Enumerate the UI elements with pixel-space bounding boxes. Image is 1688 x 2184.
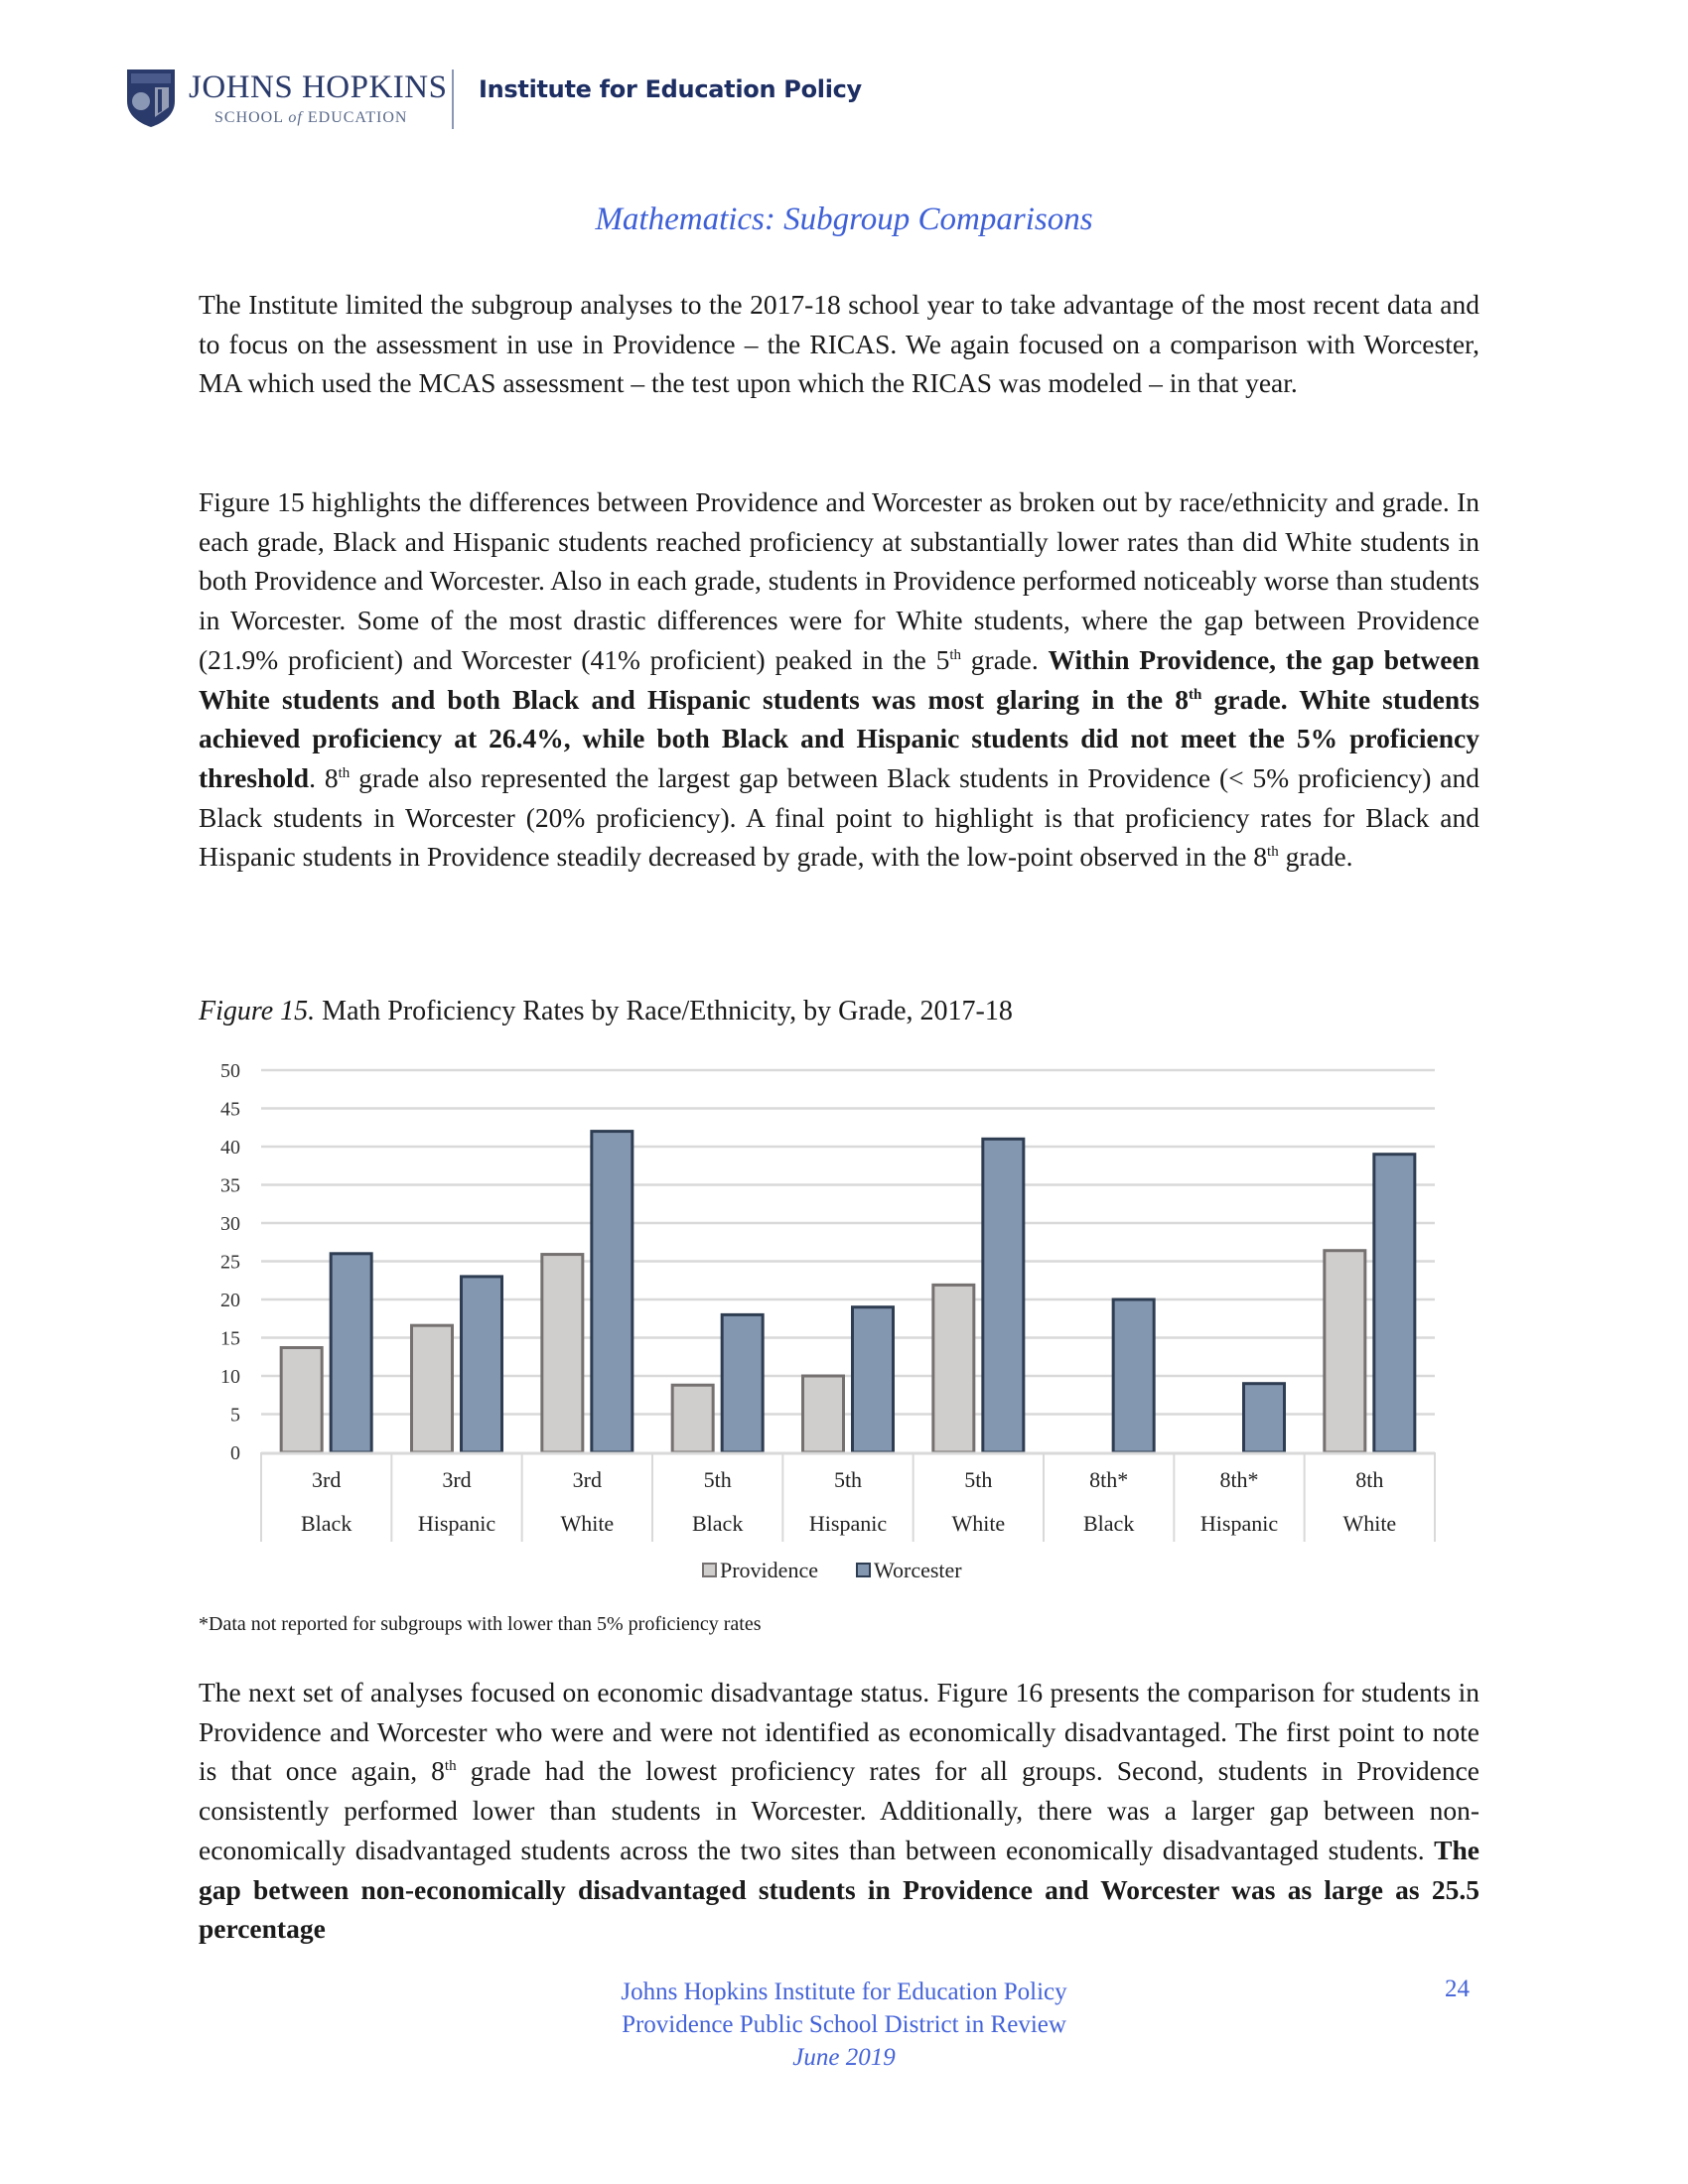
bar-providence-5th-hispanic [803, 1376, 844, 1452]
x-tick-grade-label: 3rd [572, 1467, 602, 1492]
superscript: th [1267, 844, 1279, 861]
bar-worcester-5th-hispanic [853, 1307, 894, 1452]
figure-footnote: *Data not reported for subgroups with lower than 5% proficiency rates [199, 1613, 762, 1635]
y-tick-label: 45 [220, 1098, 240, 1121]
school-name [214, 109, 407, 127]
bar-providence-5th-black [672, 1385, 713, 1452]
y-tick-label: 20 [220, 1290, 240, 1311]
bar-worcester-5th-black [722, 1314, 763, 1452]
figure-caption [199, 996, 1013, 1027]
bar-providence-5th-white [933, 1285, 974, 1452]
school-of: of [288, 109, 303, 126]
x-tick-grade-label: 3rd [312, 1467, 342, 1492]
superscript: th [444, 1758, 457, 1775]
y-tick-label: 15 [220, 1327, 240, 1350]
x-tick-grade-label: 8th [1355, 1467, 1384, 1492]
x-tick-group-label: Hispanic [417, 1511, 496, 1536]
y-tick-label: 0 [230, 1442, 240, 1464]
x-tick-grade-label: 5th [703, 1467, 732, 1492]
y-tick-label: 10 [220, 1366, 240, 1388]
bar-chart [189, 1052, 1479, 1608]
text: grade. [1278, 841, 1353, 873]
legend-swatch-worcester [857, 1564, 870, 1576]
y-axis-ticks [220, 1060, 240, 1464]
x-tick-group-label: White [560, 1511, 615, 1536]
paragraph-economic-disadvantage [199, 1673, 1479, 1949]
legend [703, 1558, 962, 1582]
page-footer [0, 1976, 1688, 2074]
text: . 8 [309, 761, 339, 793]
y-tick-label: 35 [220, 1174, 240, 1197]
bars [281, 1132, 1415, 1452]
university-name: JOHNS HOPKINS [189, 69, 448, 105]
y-tick-label: 25 [220, 1251, 240, 1274]
figure-label: Figure 15. [199, 996, 316, 1026]
bar-worcester-8th-white [1374, 1155, 1415, 1452]
footer-report-title: Providence Public School District in Review [622, 2011, 1066, 2038]
superscript: th [949, 646, 962, 663]
x-tick-grade-label: 8th* [1219, 1467, 1259, 1492]
x-tick-grade-label: 3rd [442, 1467, 472, 1492]
x-tick-group-label: Black [301, 1511, 352, 1536]
x-axis [261, 1452, 1435, 1542]
text: grade also represented the largest gap between Black students in Providence (< 5% proficiency) and Black students in Worcester (20% proficiency). A final point to highlight is that proficiency rates for Black and Hispanic students in Providence steadily decreased by grade, with the low-point observed in the 8 [199, 761, 1480, 873]
legend-label-providence: Providence [720, 1558, 818, 1582]
text: grade had the lowest proficiency rates for all groups. Second, students in Providence consistently performed lower than students in Worcester. Additionally, there was a larger gap between non-economically disadvantaged students across the two sites than between economically disadvantaged students. [199, 1755, 1479, 1865]
text: The next set of analyses focused on economic disadvantage status. Figure 16 presents the comparison for students in Providence and Worcester who were and were not identified as economically disadvantaged. The first point to note is that once again, 8 [199, 1677, 1479, 1787]
x-tick-group-label: Hispanic [1199, 1511, 1279, 1536]
bar-providence-8th-white [1325, 1251, 1365, 1452]
page-number: 24 [1445, 1976, 1470, 2002]
section-title: Mathematics: Subgroup Comparisons [595, 202, 1093, 237]
footer-date: June 2019 [792, 2044, 896, 2071]
y-tick-label: 40 [220, 1137, 240, 1159]
figure-caption-text: Math Proficiency Rates by Race/Ethnicity, by Grade, 2017-18 [315, 996, 1013, 1026]
x-tick-group-label: White [1342, 1511, 1397, 1536]
bar-providence-3rd-black [281, 1348, 322, 1452]
text: Figure 15 highlights the differences between Providence and Worcester as broken out by race/ethnicity and grade. In each grade, Black and Hispanic students reached proficiency at substantially lower rates than did White students in both Providence and Worcester. Also in each grade, students in Providence performed noticeably worse than students in Worcester. Some of the most drastic differences were for White students, where the gap between Providence (21.9% proficient) and Worcester (41% proficient) peaked in the 5 [199, 486, 1479, 675]
text: Within Providence, the gap between White students and both Black and Hispanic students was most glaring in the 8 [199, 643, 1479, 715]
header-divider [452, 69, 454, 129]
superscript: th [338, 764, 351, 781]
footer-institute: Johns Hopkins Institute for Education Policy [621, 1979, 1067, 2005]
x-tick-grade-label: 5th [964, 1467, 993, 1492]
x-tick-group-label: White [951, 1511, 1006, 1536]
legend-swatch-providence [703, 1564, 716, 1576]
bar-worcester-5th-white [983, 1139, 1024, 1452]
school-prefix: SCHOOL [214, 109, 284, 126]
institute-name: Institute for Education Policy [479, 75, 862, 103]
x-tick-group-label: Hispanic [808, 1511, 888, 1536]
superscript: th [1188, 686, 1202, 703]
y-tick-label: 50 [220, 1060, 240, 1082]
bar-worcester-3rd-black [331, 1254, 371, 1452]
paragraph-intro: The Institute limited the subgroup analyses to the 2017-18 school year to take advantage of the most recent data and to focus on the assessment in use in Providence – the RICAS. We again focused on a comparison with Worcester, MA which used the MCAS assessment – the test upon which the RICAS was modeled – in that year. [199, 289, 1479, 399]
bold-text: The gap between non-economically disadvantaged students in Providence and Worcester was as large as 25.5 percentage [199, 1834, 1479, 1945]
bar-worcester-8th-black [1113, 1299, 1154, 1452]
page-header [119, 62, 1013, 141]
bar-providence-3rd-hispanic [412, 1325, 453, 1452]
x-tick-grade-label: 8th* [1089, 1467, 1129, 1492]
chart-canvas [189, 1052, 1479, 1608]
y-tick-label: 5 [230, 1404, 240, 1427]
school-suffix: EDUCATION [307, 109, 408, 126]
legend-label-worcester: Worcester [874, 1558, 962, 1582]
bar-worcester-8th-hispanic [1244, 1384, 1285, 1452]
y-tick-label: 30 [220, 1213, 240, 1235]
x-tick-group-label: Black [1083, 1511, 1135, 1536]
x-tick-group-label: Black [692, 1511, 744, 1536]
bar-providence-3rd-white [542, 1255, 583, 1452]
text: grade. White students achieved proficiency at 26.4%, while both Black and Hispanic students did not meet the 5% proficiency threshold [199, 683, 1479, 793]
bar-worcester-3rd-white [592, 1132, 633, 1452]
bar-worcester-3rd-hispanic [462, 1277, 502, 1452]
jhu-shield-logo-icon [125, 68, 177, 129]
paragraph-figure-15-summary [199, 482, 1479, 877]
text: grade. [961, 643, 1049, 675]
x-tick-grade-label: 5th [833, 1467, 863, 1492]
